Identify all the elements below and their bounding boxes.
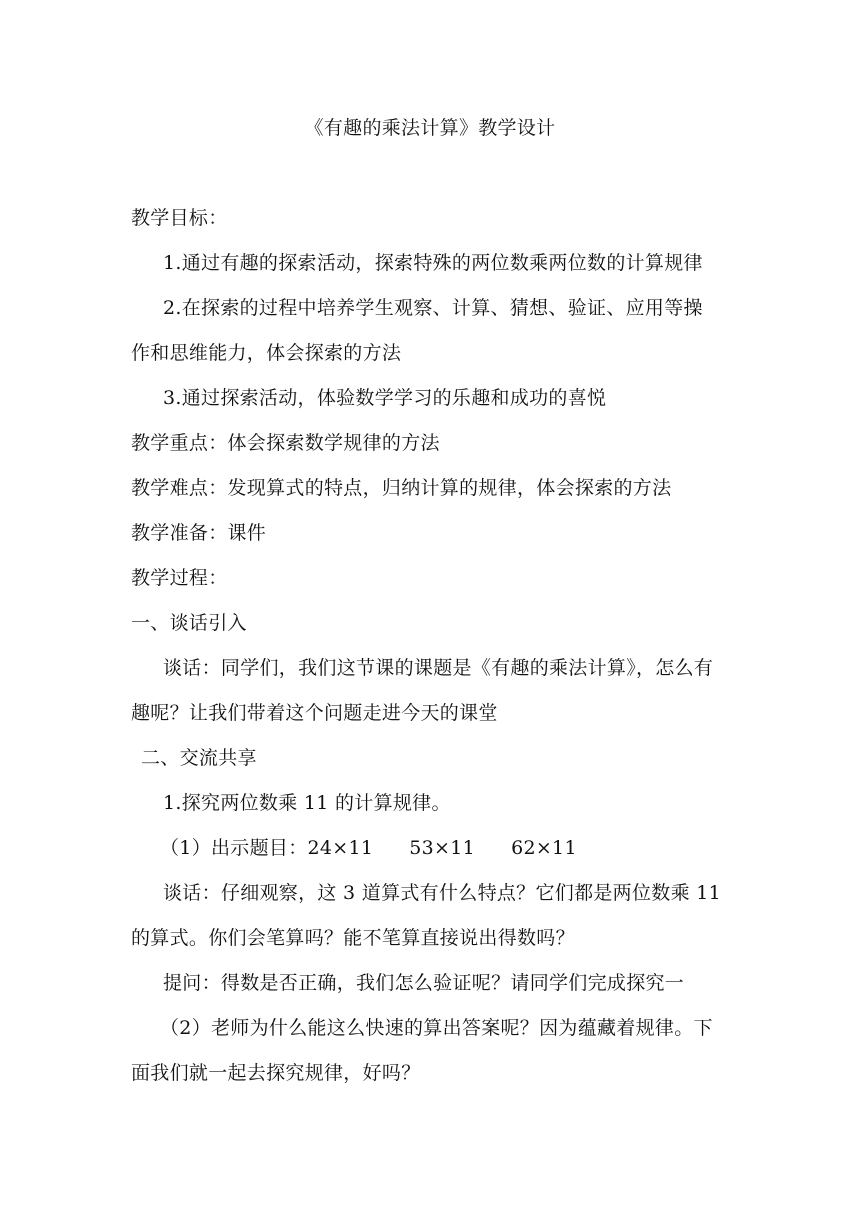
goal-item-2-line-2: 作和思维能力，体会探索的方法: [131, 342, 402, 364]
sub-item-1-label: （1）出示题目：: [160, 837, 308, 859]
difficult-point: 教学难点：发现算式的特点，归纳计算的规律，体会探索的方法: [131, 477, 672, 499]
expression-1: 24×11: [307, 837, 374, 859]
process-heading: 教学过程：: [131, 567, 228, 589]
section-1-paragraph-line-2: 趣呢？让我们带着这个问题走进今天的课堂: [131, 702, 498, 724]
expression-2: 53×11: [409, 837, 476, 859]
talk-2-line-2: 的算式。你们会笔算吗？能不笔算直接说出得数吗？: [131, 927, 575, 949]
section-1-paragraph-line-1: 谈话：同学们，我们这节课的课题是《有趣的乘法计算》，怎么有: [163, 657, 714, 679]
preparation: 教学准备：课件: [131, 522, 267, 544]
sub-item-2-line-2: 面我们就一起去探究规律，好吗？: [131, 1062, 421, 1084]
sub-item-1: [160, 836, 577, 860]
goals-heading: 教学目标：: [131, 207, 228, 229]
section-2-heading: 二、交流共享: [141, 747, 257, 769]
expression-3: 62×11: [511, 837, 577, 859]
key-point: 教学重点：体会探索数学规律的方法: [131, 432, 440, 454]
document-title: 《有趣的乘法计算》教学设计: [304, 117, 556, 139]
section-1-heading: 一、谈话引入: [131, 612, 247, 634]
talk-2-line-1: 谈话：仔细观察，这 3 道算式有什么特点？它们都是两位数乘 11: [163, 882, 721, 904]
question: 提问：得数是否正确，我们怎么验证呢？请同学们完成探究一: [163, 972, 685, 994]
goal-item-2-line-1: 2.在探索的过程中培养学生观察、计算、猜想、验证、应用等操: [163, 297, 703, 319]
sub-item-2-line-1: （2）老师为什么能这么快速的算出答案呢？因为蕴藏着规律。下: [160, 1017, 713, 1039]
goal-item-3: 3.通过探索活动，体验数学学习的乐趣和成功的喜悦: [163, 387, 607, 409]
item-1: 1.探究两位数乘 11 的计算规律。: [163, 792, 451, 814]
goal-item-1: 1.通过有趣的探索活动，探索特殊的两位数乘两位数的计算规律: [163, 252, 703, 274]
